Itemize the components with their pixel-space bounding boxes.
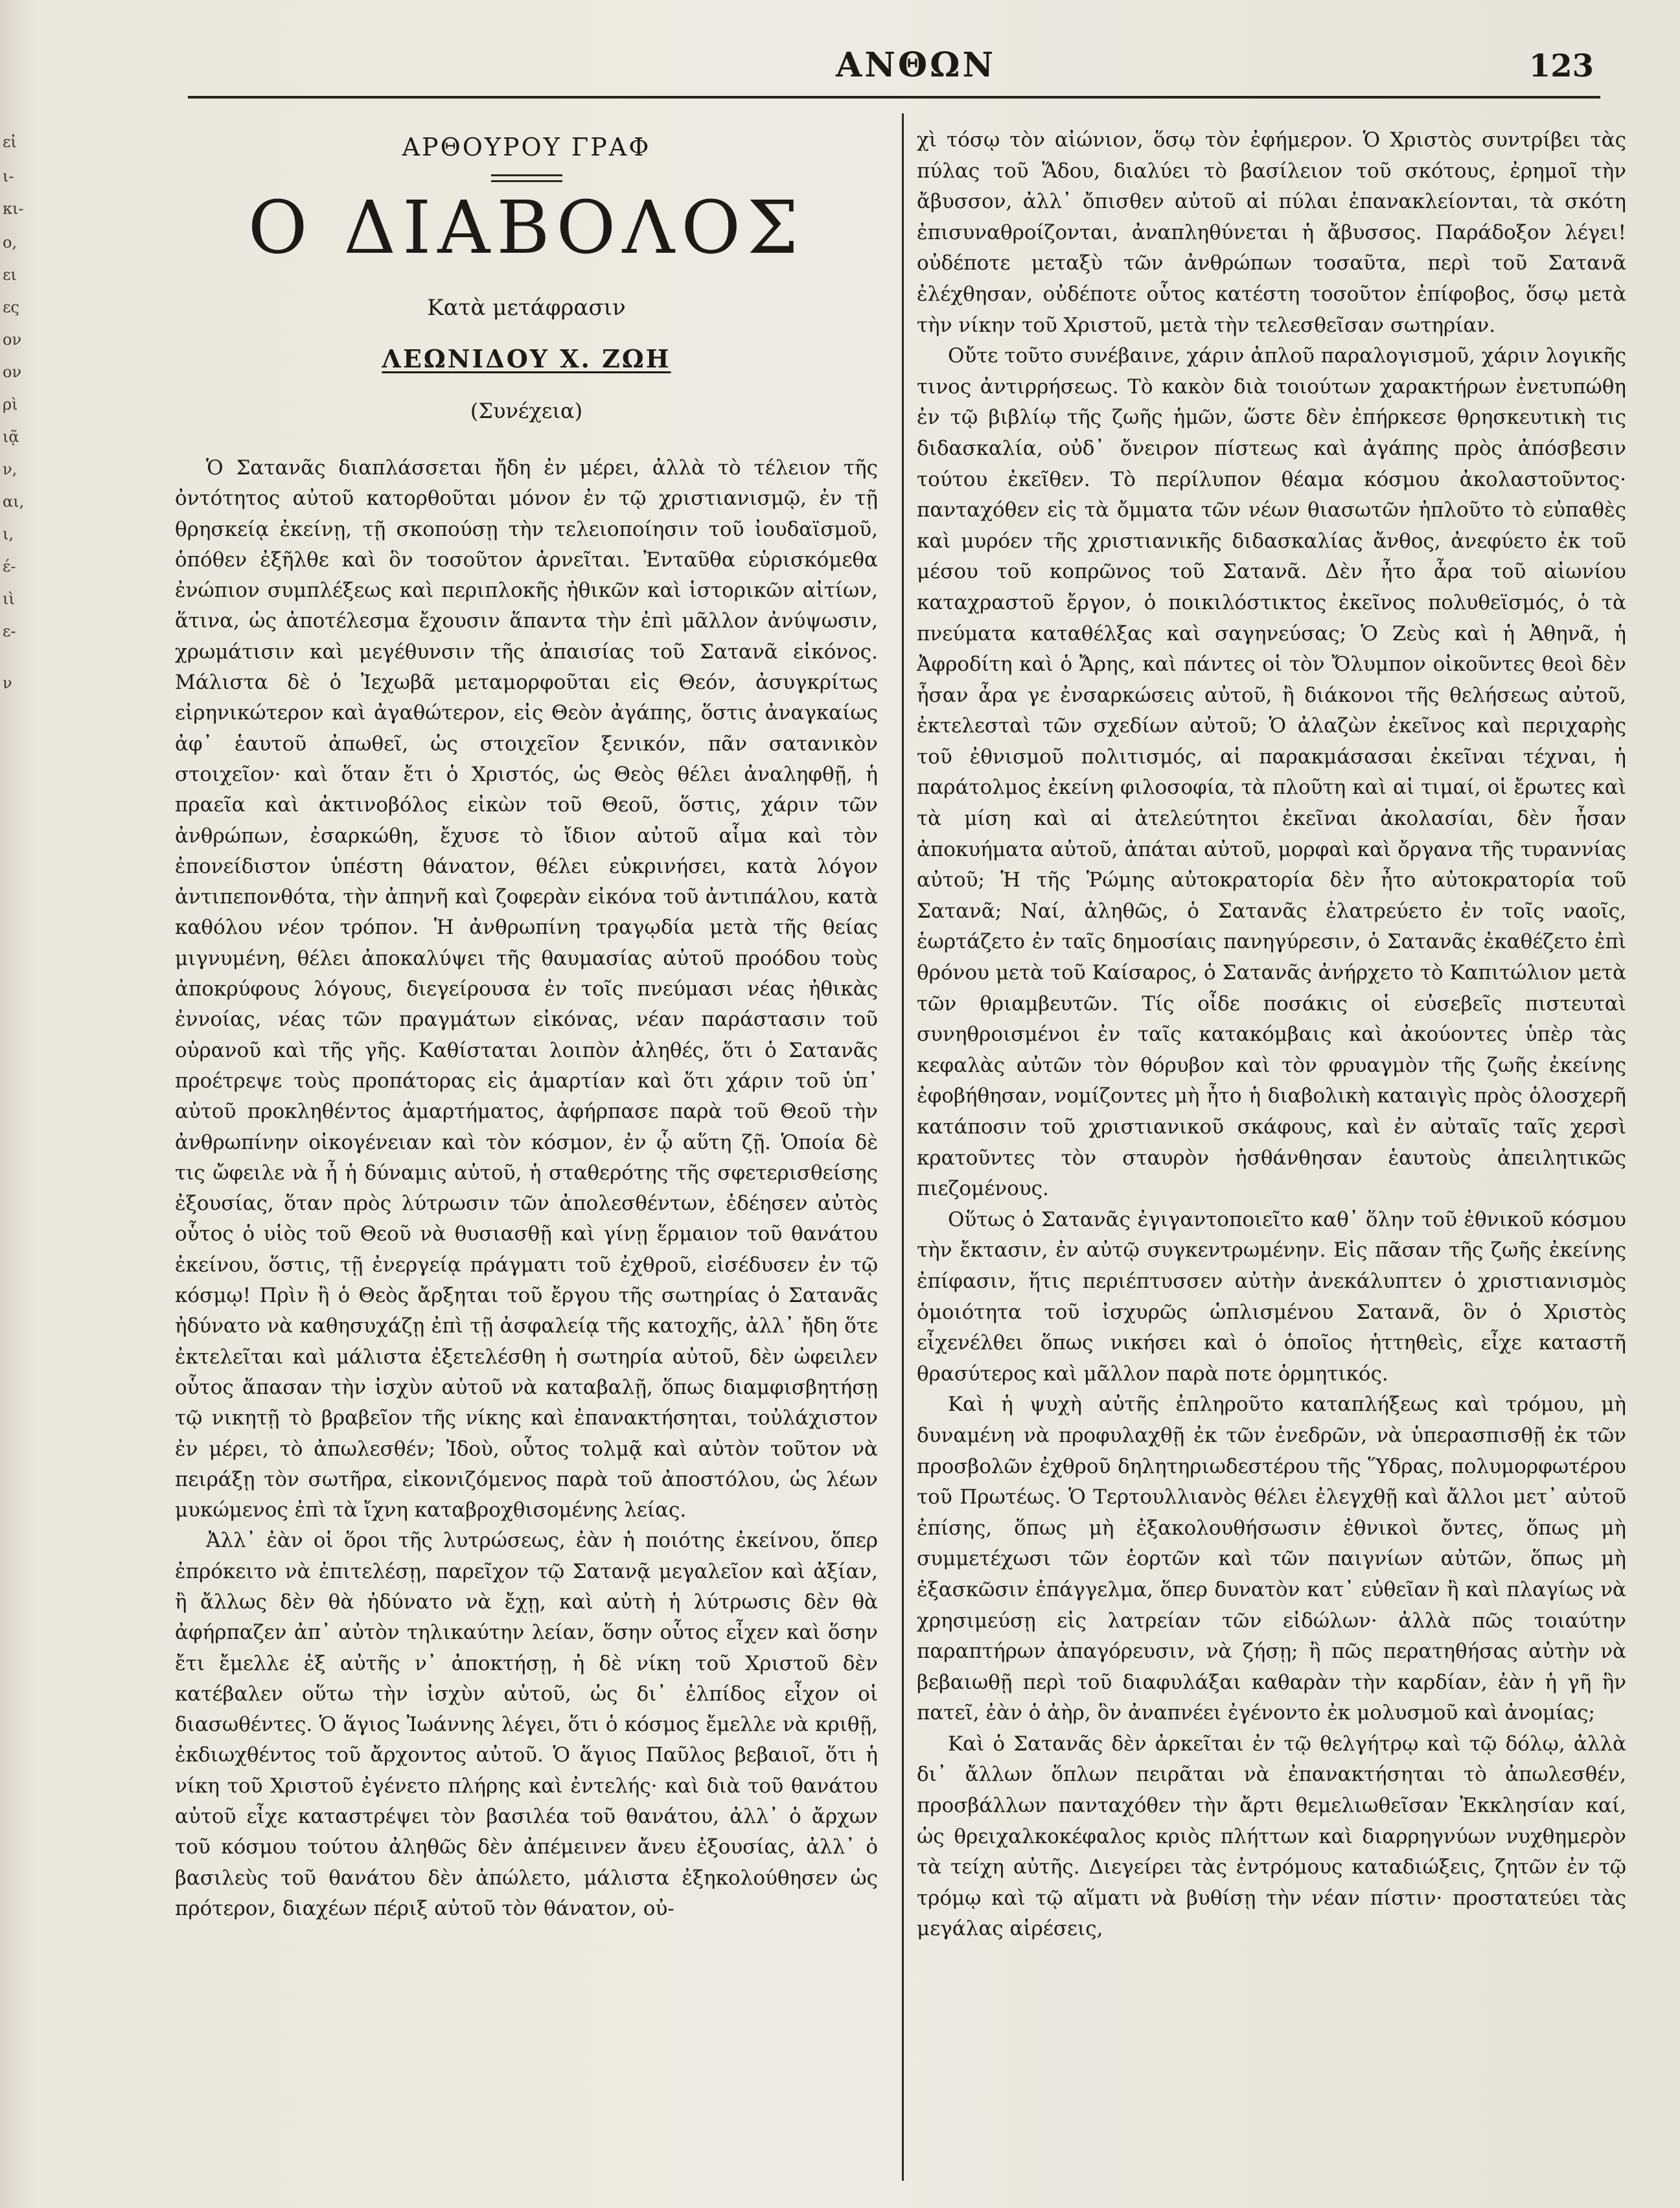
right-body-text: [917, 125, 1626, 1945]
paragraph: Ὁ Σατανᾶς διαπλάσσεται ἤδη ἐν μέρει, ἀλλὰ τὸ τέλειον τῆς ὀντότητος αὐτοῦ κατορθοῦται μόνον ἐν τῷ χριστιανισμῷ, ἐν τῇ θρησκείᾳ ἐκείνῃ, τῇ σκοπούσῃ τὴν τελειοποίησιν τοῦ ἰουδαϊσμοῦ, ὁπόθεν ἐξῆλθε καὶ ὃν τοσοῦτον ἀρνεῖται. Ἐνταῦθα εὑρισκόμεθα ἐνώπιον συμπλέξεως καὶ περιπλοκῆς ἠθικῶν καὶ ἱστορικῶν αἰτίων, ἅτινα, ὡς ἀποτέλεσμα ἔχουσιν ἅπαντα τὴν ἐπὶ μᾶλλον ἀνύψωσιν, χρωμάτισιν καὶ μεγέθυνσιν τῆς ἀπαισίας τοῦ Σατανᾶ εἰκόνος. Μάλιστα δὲ ὁ Ἰεχωβᾶ μεταμορφοῦται εἰς Θεόν, ἀσυγκρίτως εἰρηνικώτερον καὶ ἀγαθώτερον, εἰς Θεὸν ἀγάπης, ὅστις ἀναγκαίως ἀφ᾽ ἑαυτοῦ ἀπωθεῖ, ὡς στοιχεῖον ξενικόν, πᾶν σατανικὸν στοιχεῖον· καὶ ὅταν ἔτι ὁ Χριστός, ὡς Θεὸς θέλει ἀναληφθῇ, ἡ πραεῖα καὶ ἀκτινοβόλος εἰκὼν τοῦ Θεοῦ, ὅστις, χάριν τῶν ἀνθρώπων, ἐσαρκώθη, ἔχυσε τὸ ἴδιον αὐτοῦ αἷμα καὶ τὸν ἐπονείδιστον ὑπέστη θάνατον, θέλει εὐκρινήσει, κατὰ λόγον ἀντιπεπονθότα, τὴν ἀπηνῆ καὶ ζοφερὰν εἰκόνα τοῦ ἀντιπάλου, κατὰ καθόλου νέον τρόπον. Ἡ ἀνθρωπίνη τραγῳδία μετὰ τῆς θείας μιγνυμένη, θέλει ἀποκαλύψει τῆς θαυμασίας αὐτοῦ προόδου τοὺς ἀποκρύφους λόγους, διεγείρουσα ἐν τοῖς πνεύμασι νέας ἠθικὰς ἐννοίας, νέας τῶν πραγμάτων εἰκόνας, νέαν παράστασιν τοῦ οὐρανοῦ καὶ τῆς γῆς. Καθίσταται λοιπὸν ἀληθές, ὅτι ὁ Σατανᾶς προέτρεψε τοὺς προπάτορας εἰς ἁμαρτίαν καὶ ὅτι χάριν τοῦ ὑπ᾽ αὐτοῦ προκληθέντος ἁμαρτήματος, ἀφήρπασε παρὰ τοῦ Θεοῦ τὴν ἀνθρωπίνην οἰκογένειαν καὶ τὸν κόσμον, ἐν ᾧ αὕτη ζῇ. Ὁποία δὲ τις ὤφειλε νὰ ἦ ἡ δύναμις αὐτοῦ, ἡ σταθερότης τῆς σφετερισθείσης ἐξουσίας, ὅταν πρὸς λύτρωσιν τῶν ἀπολεσθέντων, ἐδέησεν αὐτὸς οὗτος ὁ υἱὸς τοῦ Θεοῦ νὰ θυσιασθῇ καὶ γίνῃ ἕρμαιον τοῦ θανάτου ἐκείνου, ὅστις, τῇ ἐνεργείᾳ πράγματι τοῦ ἐχθροῦ, εἰσέδυσεν ἐν τῷ κόσμῳ! Πρὶν ἢ ὁ Θεὸς ἄρξηται τοῦ ἔργου τῆς σωτηρίας ὁ Σατανᾶς ἠδύνατο νὰ καθησυχάζῃ ἐπὶ τῇ ἀσφαλείᾳ τῆς κατοχῆς, ἀλλ᾽ ἤδη ὅτε ἐκτελεῖται καὶ μάλιστα ἐξετελέσθη ἡ σωτηρία αὐτοῦ, δὲν ὠφειλεν οὗτος ἅπασαν τὴν ἰσχὺν αὐτοῦ νὰ καταβαλῇ, ὅπως διαμφισβητήσῃ τῷ νικητῇ τὸ βραβεῖον τῆς νίκης καὶ ἐπανακτήσηται, τοὐλάχιστον ἐν μέρει, τὸ ἀπωλεσθέν; Ἰδοὺ, οὗτος τολμᾷ καὶ αὐτὸν τοῦτον νὰ πειράξῃ τὸν σωτῆρα, εἰκονιζόμενος παρὰ τοῦ ἀποστόλου, ὡς λέων μυκώμενος ἐπὶ τὰ ἴχνη καταβροχθισομένης λείας.: [175, 456, 878, 1522]
left-body-text: [175, 453, 878, 1924]
margin-fragment: έ-: [3, 557, 16, 575]
article-author: ΑΡΘΟΥΡΟΥ ΓΡΑΦ: [402, 133, 651, 161]
margin-fragment: ες: [3, 298, 19, 316]
running-header: [188, 45, 1600, 104]
margin-fragment: ει: [3, 266, 17, 284]
margin-fragment: ν: [3, 674, 12, 692]
left-column: [175, 120, 878, 1924]
header-rule: [188, 96, 1600, 99]
column-divider: [902, 113, 904, 2181]
article-title: Ο ΔΙΑΒΟΛΟΣ: [247, 186, 805, 270]
left-margin-fragments: [0, 0, 45, 2208]
margin-fragment: ν,: [3, 460, 17, 478]
right-column: [917, 120, 1626, 1945]
paragraph: χὶ τόσῳ τὸν αἰώνιον, ὅσῳ τὸν ἐφήμερον. Ὁ Χριστὸς συντρίβει τὰς πύλας τοῦ Ἅδου, διαλύει τὸ βασίλειον τοῦ σκότους, ἐρημοῖ τὴν ἄβυσσον, ἀλλ᾽ ὄπισθεν αὐτοῦ αἱ πύλαι ἐπανακλείονται, τὰ σκότη ἐπισυναθροίζονται, ἀναπληθύνεται ἡ ἄβυσσος. Παράδοξον λέγει! οὐδέποτε μεταξὺ τῶν ἀνθρώπων τοσαῦτα, περὶ τοῦ Σατανᾶ ἐλέχθησαν, οὐδέποτε οὗτος κατέστη τοσοῦτον ἐπίφοβος, ὅσῳ μετὰ τὴν νίκην τοῦ Χριστοῦ, μετὰ τὴν τελεσθεῖσαν σωτηρίαν.: [917, 128, 1626, 337]
paragraph: Οὕτως ὁ Σατανᾶς ἐγιγαντοποιεῖτο καθ᾽ ὅλην τοῦ ἐθνικοῦ κόσμου τὴν ἔκτασιν, ἐν αὐτῷ συγκεντρωμένην. Εἰς πᾶσαν τῆς ζωῆς ἐκείνης ἐπίφασιν, ἥτις περιέπτυσσεν αὐτὴν ἀνεκάλυπτεν ὁ χριστιανισμὸς ὁμοιότητα τοῦ ἰσχυρῶς ὡπλισμένου Σατανᾶ, ὃν ὁ Χριστὸς εἶχενέλθει ὅπως νικήσει καὶ ὁ ὁποῖος ἡττηθεὶς, εἶχε καταστῆ θρασύτερος καὶ μᾶλλον παρὰ ποτε ὁρμητικός.: [917, 1207, 1626, 1386]
paragraph: Ἀλλ᾽ ἐὰν οἱ ὅροι τῆς λυτρώσεως, ἐὰν ἡ ποιότης ἐκείνου, ὅπερ ἐπρόκειτο νὰ ἐπιτελέσῃ, παρεῖχον τῷ Σατανᾷ μεγαλεῖον καὶ ἀξίαν, ἢ ἄλλως δὲν θὰ ἠδύνατο νὰ ἔχῃ, καὶ αὐτὴ ἡ λύτρωσις δὲν θὰ ἀφήρπαζεν ἀπ᾽ αὐτὸν τηλικαύτην λείαν, ὅσην οὗτος εἶχεν καὶ ὅσην ἔτι ἔμελλε ἐξ αὐτῆς ν᾽ ἀποκτήσῃ, ἡ δὲ νίκη τοῦ Χριστοῦ δὲν κατέβαλεν οὕτω τὴν ἰσχὺν αὐτοῦ, ὡς δι᾽ ἐλπίδος εἶχον οἱ διασωθέντες. Ὁ ἅγιος Ἰωάννης λέγει, ὅτι ὁ κόσμος ἔμελλε νὰ κριθῇ, ἐκδιωχθέντος τοῦ ἄρχοντος αὐτοῦ. Ὁ ἅγιος Παῦλος βεβαιοῖ, ὅτι ἡ νίκη τοῦ Χριστοῦ ἐγένετο πλήρης καὶ ἐντελής· καὶ διὰ τοῦ θανάτου αὐτοῦ εἶχε καταστρέψει τὸν βασιλέα τοῦ θανάτου, ἀλλ᾽ ὁ ἄρχων τοῦ κόσμου τούτου ἀληθῶς δὲν ἀπέμεινεν ἄνευ ἐξουσίας, ἀλλ᾽ ὁ βασιλεὺς τοῦ θανάτου δὲν ἀπώλετο, μάλιστα ἐξηκολούθησεν ὡς πρότερον, διαχέων πέριξ αὐτοῦ τὸν θάνατον, οὐ-: [175, 1529, 878, 1920]
margin-fragment: ι,: [3, 525, 14, 543]
margin-fragment: ιᾷ: [3, 428, 19, 446]
article-subtitle: Κατὰ μετάφρασιν: [427, 295, 626, 321]
paragraph: Καὶ ἡ ψυχὴ αὐτῆς ἐπληροῦτο καταπλήξεως καὶ τρόμου, μὴ δυναμένη νὰ προφυλαχθῇ ἐκ τῶν ἐνεδρῶν, νὰ ὑπερασπισθῇ ἐκ τῶν προσβολῶν ἐχθροῦ δηλητηριωδεστέρου τῆς Ὕδρας, πολυμορφωτέρου τοῦ Πρωτέως. Ὁ Τερτουλλιανὸς θέλει ἐλεγχθῇ καὶ ἄλλοι μετ᾽ αὐτοῦ ἐπίσης, ὅπως μὴ ἐξακολουθήσωσιν ἐθνικοὶ ὄντες, ὅπως μὴ συμμετέχωσι τῶν ἑορτῶν καὶ τῶν παιγνίων αὐτῶν, ὅπως μὴ ἐξασκῶσιν ἐπάγγελμα, ὅπερ δυνατὸν κατ᾽ εὐθεῖαν ἢ καὶ πλαγίως νὰ χρησιμεύσῃ εἰς λατρείαν τῶν εἰδώλων· ἀλλὰ πῶς τοιαύτην παραπτήρων ἀπαγόρευσιν, νὰ ζήσῃ; ἢ πῶς περατηθήσας αὐτὴν νὰ βεβαιωθῇ περὶ τοῦ διαφυλάξαι καθαρὰν τὴν καρδίαν, ἐὰν ἡ γῆ ἣν πατεῖ, ἐὰν ὁ ἀὴρ, ὃν ἀναπνέει ἐγένοντο ἐκ μολυσμοῦ καὶ ἀνομίας;: [917, 1393, 1626, 1725]
margin-fragment: ιὶ: [3, 590, 15, 608]
article-translator: ΛΕΩΝΙΔΟΥ Χ. ΖΩΗ: [382, 344, 671, 373]
continued-label: (Συνέχεια): [470, 399, 583, 423]
margin-fragment: αι,: [3, 493, 25, 511]
journal-title: ΑΝΘΩΝ: [836, 45, 996, 85]
margin-fragment: ο,: [3, 233, 17, 251]
margin-fragment: εἰ: [3, 133, 17, 151]
page-number: 123: [1528, 48, 1594, 84]
paragraph: Καὶ ὁ Σατανᾶς δὲν ἀρκεῖται ἐν τῷ θελγήτρῳ καὶ τῷ δόλῳ, ἀλλὰ δι᾽ ἄλλων ὅπλων πειρᾶται νὰ ἐπανακτήσηται τὸ ἀπωλεσθέν, προσβάλλων πανταχόθεν τὴν ἄρτι θεμελιωθεῖσαν Ἐκκλησίαν καί, ὡς θρειχαλκοκέφαλος κριὸς πλήττων καὶ διαρρηγνύων νυχθημερὸν τὰ τείχη αὐτῆς. Διεγείρει τὰς ἐντρόμους καταδιώξεις, ζητῶν ἐν τῷ τρόμῳ καὶ τῷ αἵματι νὰ βυθίσῃ τὴν νέαν πίστιν· προστατεύει τὰς μεγάλας αἱρέσεις,: [917, 1732, 1626, 1941]
margin-fragment: ον: [3, 363, 22, 381]
margin-fragment: ον: [3, 331, 22, 349]
margin-fragment: κι-: [3, 200, 24, 218]
paragraph: Οὔτε τοῦτο συνέβαινε, χάριν ἁπλοῦ παραλογισμοῦ, χάριν λογικῆς τινος ἀντιρρήσεως. Τὸ κακὸν διὰ τοιούτων χαρακτήρων ἐνετυπώθη ἐν τῷ βιβλίῳ τῆς ζωῆς ἡμῶν, ὥστε δὲν ἐπήρκεσε θρησκευτικὴ τις διδασκαλία, οὐδ᾽ ὄνειρον πίστεως καὶ ἀγάπης πρὸς ἀπόσβεσιν τούτου ἐκεῖθεν. Τὸ περίλυπον θέαμα κόσμου ἀκολαστοῦντος· πανταχόθεν εἰς τὰ ὄμματα τῶν νέων θιασωτῶν ἠπλοῦτο τὸ εὐπαθὲς καὶ μυρόεν τῆς χριστιανικῆς διδασκαλίας ἄνθος, ἀνεφύετο ἐκ τοῦ μέσου τοῦ κοπρῶνος τοῦ Σατανᾶ. Δὲν ἦτο ἆρα τοῦ αἰωνίου καταχραστοῦ ἔργον, ὁ ποικιλόστικτος ἐκεῖνος πολυθεϊσμός, ὁ τὰ πνεύματα καταθέλξας καὶ σαγηνεύσας; Ὁ Ζεὺς καὶ ἡ Ἀθηνᾶ, ἡ Ἀφροδίτη καὶ ὁ Ἄρης, καὶ πάντες οἱ τὸν Ὄλυμπον οἰκοῦντες θεοὶ δὲν ἦσαν ἆρα γε ἐνσαρκώσεις αὐτοῦ, ἢ διάκονοι τῆς θελήσεως αὐτοῦ, ἐκτελεσταὶ τῶν σχεδίων αὐτοῦ; Ὁ ἀλαζὼν ἐκεῖνος καὶ περιχαρὴς τοῦ ἐθνισμοῦ πολιτισμός, αἱ παρακμάσασαι ἐκεῖναι τέχναι, ἡ παράτολμος ἐκείνη φιλοσοφία, τὰ πλοῦτη καὶ αἱ τιμαί, οἱ ἔρωτες καὶ τὰ μίση καὶ αἱ ἀτελεύτητοι ἐκεῖναι ἀκολασίαι, δὲν ἦσαν ἀποκυήματα αὐτοῦ, ἀπάται αὐτοῦ, μορφαὶ καὶ ὄργανα τῆς τυραννίας αὐτοῦ; Ἡ τῆς Ῥώμης αὐτοκρατορία δὲν ἦτο αὐτοκρατορία τοῦ Σατανᾶ; Ναί, ἀληθῶς, ὁ Σατανᾶς ἐλατρεύετο ἐν τοῖς ναοῖς, ἑωρτάζετο ἐν ταῖς δημοσίαις πανηγύρεσιν, ὁ Σατανᾶς ἐκαθέζετο ἐπὶ θρόνου μετὰ τοῦ Καίσαρος, ὁ Σατανᾶς ἀνήρχετο τὸ Καπιτώλιον μετὰ τῶν θριαμβευτῶν. Τίς οἶδε ποσάκις οἱ εὐσεβεῖς πιστευταὶ συνηθροισμένοι ἐν ταῖς κατακόμβαις καὶ ἀκούοντες ὑπὲρ τὰς κεφαλὰς αὐτῶν τὸν θόρυβον καὶ τὸν φρυαγμὸν τῆς ζωῆς ἐκείνης ἐφοβήθησαν, νομίζοντες μὴ ἦτο ἡ διαβολικὴ καταιγὶς πρὸς ὁλοσχερῆ κατάποσιν τοῦ χριστιανικοῦ σκάφους, καὶ ἐν αὐταῖς ταῖς χερσὶ κρατοῦντες τὸν σταυρὸν ἠσθάνθησαν ἑαυτοὺς ἀπειλητικῶς πιεζομένους.: [917, 344, 1626, 1201]
margin-fragment: ι-: [3, 167, 14, 185]
margin-fragment: ρὶ: [3, 395, 18, 413]
title-ornament-dash: [491, 174, 562, 182]
margin-fragment: ε-: [3, 622, 16, 640]
